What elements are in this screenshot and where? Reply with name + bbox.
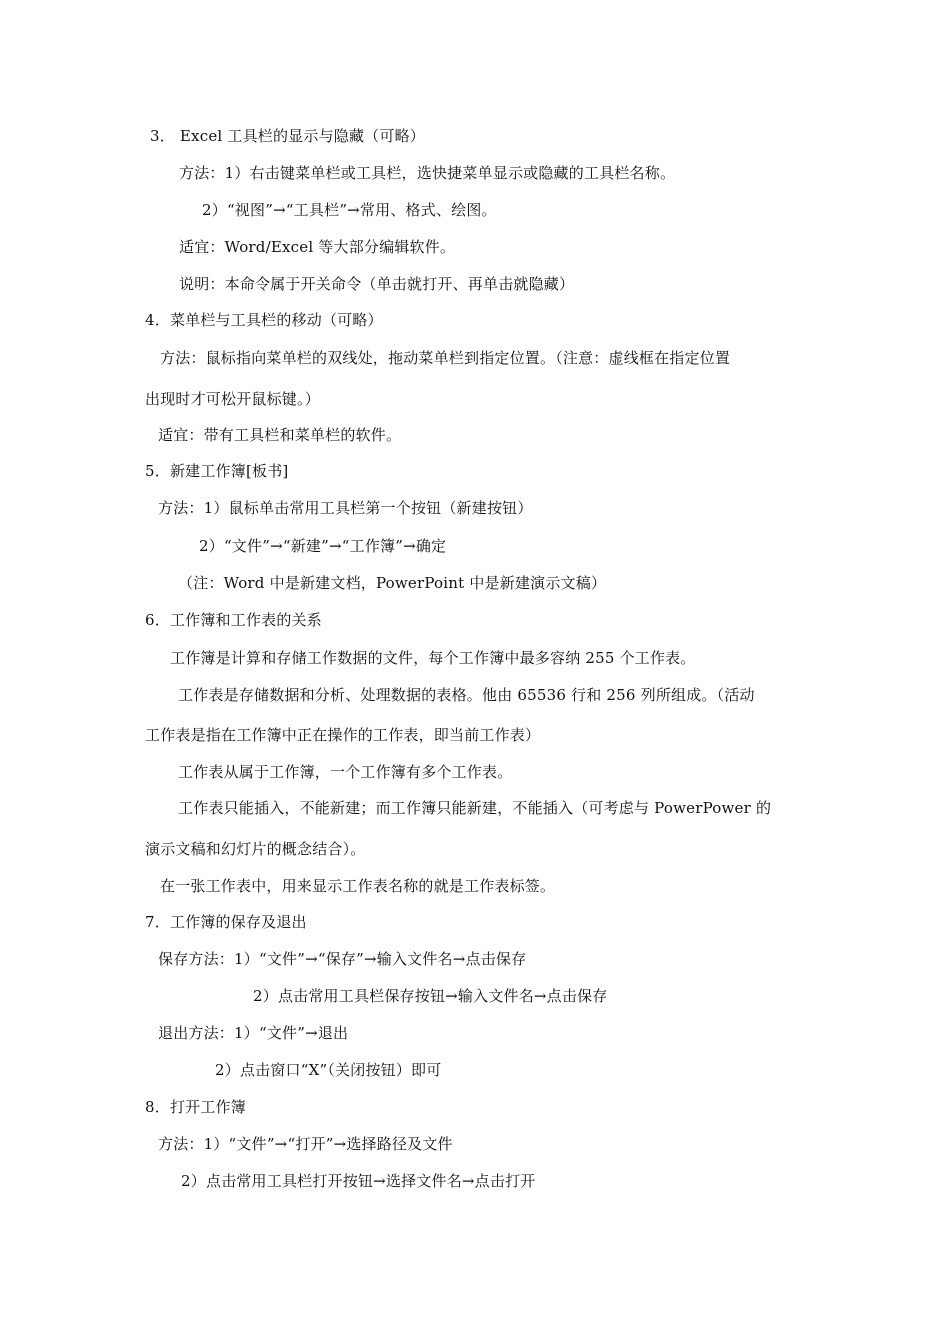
text-exit-method-close: 2）点击窗口“X”（关闭按钮）即可 — [215, 1061, 442, 1079]
text-suitable-software: 适宜：带有工具栏和菜单栏的软件。 — [158, 426, 402, 444]
heading-open-workbook: 8．打开工作簿 — [145, 1098, 246, 1116]
text-method-file-new: 2）“文件”→“新建”→“工作簿”→确定 — [199, 537, 447, 555]
text-save-method-file: 保存方法：1）“文件”→“保存”→输入文件名→点击保存 — [158, 950, 527, 968]
text-workbook-definition: 工作簿是计算和存储工作数据的文件，每个工作簿中最多容纳 255 个工作表。 — [170, 649, 696, 667]
text-note-word-ppt: （注：Word 中是新建文档，PowerPoint 中是新建演示文稿） — [178, 574, 607, 592]
text-open-method-file: 方法：1）“文件”→“打开”→选择路径及文件 — [158, 1135, 453, 1153]
text-worksheet-definition-cont: 工作表是指在工作簿中正在操作的工作表，即当前工作表） — [145, 726, 541, 744]
heading-workbook-sheet: 6．工作簿和工作表的关系 — [145, 611, 322, 629]
text-worksheet-definition: 工作表是存储数据和分析、处理数据的表格。他由 65536 行和 256 列所组成。（活动 — [178, 686, 755, 704]
text-method-drag-menu: 方法：鼠标指向菜单栏的双线处，拖动菜单栏到指定位置。（注意：虚线框在指定位置 — [160, 349, 731, 367]
text-open-method-button: 2）点击常用工具栏打开按钮→选择文件名→点击打开 — [181, 1172, 536, 1190]
text-exit-method-file: 退出方法：1）“文件”→退出 — [158, 1024, 349, 1042]
text-method-right-click: 方法：1）右击键菜单栏或工具栏，选快捷菜单显示或隐藏的工具栏名称。 — [179, 164, 676, 182]
text-method-new-button: 方法：1）鼠标单击常用工具栏第一个按钮（新建按钮） — [158, 499, 533, 517]
text-method-view-menu: 2）“视图”→“工具栏”→常用、格式、绘图。 — [202, 201, 497, 219]
text-save-method-button: 2）点击常用工具栏保存按钮→输入文件名→点击保存 — [253, 987, 608, 1005]
heading-new-workbook: 5．新建工作簿[板书] — [145, 462, 289, 480]
text-insert-vs-new: 工作表只能插入，不能新建；而工作簿只能新建，不能插入（可考虑与 PowerPower 的 — [178, 799, 772, 817]
text-note-toggle-command: 说明：本命令属于开关命令（单击就打开、再单击就隐藏） — [179, 275, 575, 293]
text-method-drag-menu-cont: 出现时才可松开鼠标键。） — [145, 390, 320, 408]
text-worksheet-belongs: 工作表从属于工作簿，一个工作簿有多个工作表。 — [178, 763, 513, 781]
heading-move-bars: 4．菜单栏与工具栏的移动（可略） — [145, 311, 383, 329]
text-sheet-tab: 在一张工作表中，用来显示工作表名称的就是工作表标签。 — [160, 877, 556, 895]
text-suitable-editors: 适宜：Word/Excel 等大部分编辑软件。 — [179, 238, 456, 256]
text-insert-vs-new-cont: 演示文稿和幻灯片的概念结合）。 — [145, 840, 366, 858]
heading-save-exit: 7．工作簿的保存及退出 — [145, 913, 307, 931]
heading-excel-toolbar: 3． Excel 工具栏的显示与隐藏（可略） — [150, 127, 425, 145]
